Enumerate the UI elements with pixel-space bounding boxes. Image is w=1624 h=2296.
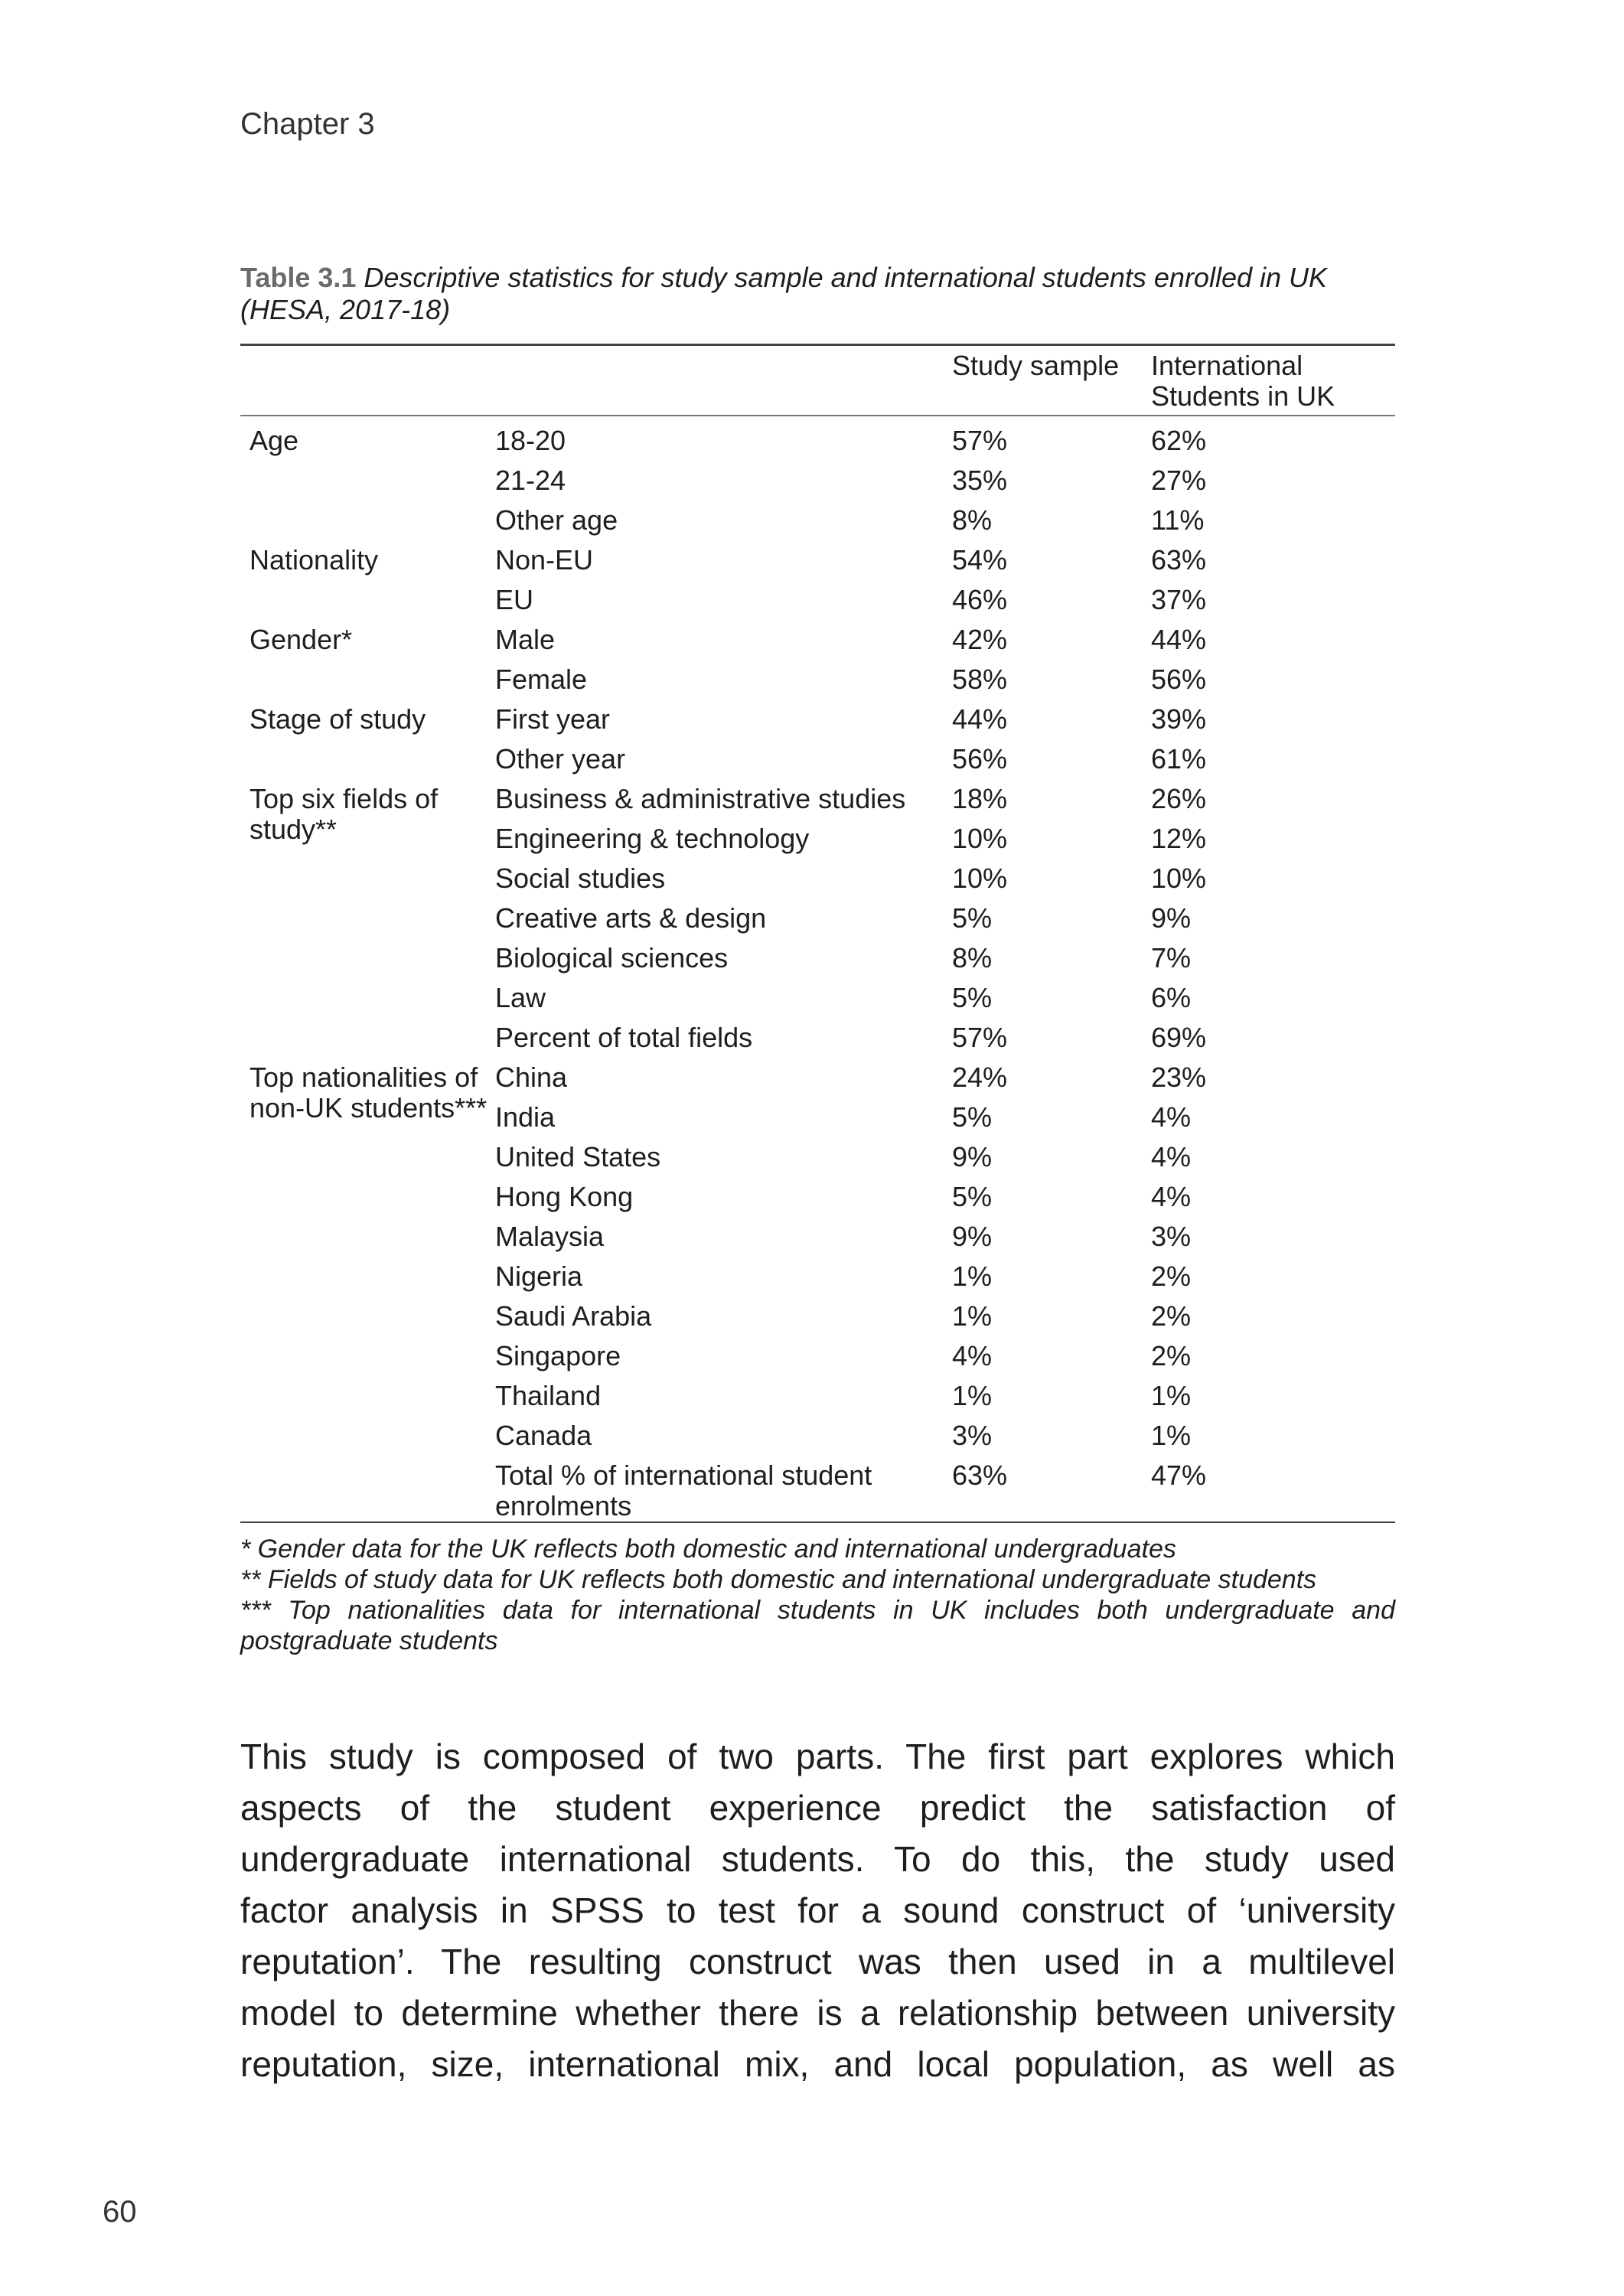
study-sample-value: 1%	[952, 1380, 993, 1411]
table-row	[240, 625, 1395, 664]
international-value: 2%	[1151, 1261, 1192, 1292]
study-sample-value: 1%	[952, 1261, 993, 1292]
row-group-label: Stage of study	[249, 703, 426, 735]
international-value: 4%	[1151, 1101, 1192, 1133]
study-sample-value: 8%	[952, 942, 993, 974]
row-category: Other year	[495, 743, 626, 775]
row-category: 18-20	[495, 425, 566, 456]
international-value: 69%	[1151, 1022, 1207, 1053]
column-header	[240, 345, 495, 416]
row-category: India	[495, 1101, 556, 1133]
column-header-international-students: International Students in UK	[1151, 350, 1335, 412]
international-value: 62%	[1151, 425, 1207, 456]
row-category: Female	[495, 664, 588, 695]
international-value: 47%	[1151, 1459, 1207, 1491]
footnote: *** Top nationalities data for international students in UK includes both undergraduate and	[240, 1596, 1395, 1625]
row-category: Canada	[495, 1420, 592, 1451]
row-category: United States	[495, 1141, 661, 1172]
study-sample-value: 18%	[952, 783, 1008, 814]
row-group-label: Top six fields of study**	[249, 783, 439, 845]
international-value: 2%	[1151, 1300, 1192, 1332]
row-category: 21-24	[495, 465, 566, 496]
row-category: First year	[495, 703, 611, 735]
table-header-row	[240, 345, 1395, 416]
paragraph-line: reputation, size, international mix, and local population, as well as	[240, 2044, 1395, 2084]
row-category: Saudi Arabia	[495, 1300, 652, 1332]
body-paragraph	[240, 1731, 1395, 2090]
study-sample-value: 5%	[952, 1181, 993, 1212]
row-category: Total % of international student enrolments	[495, 1459, 872, 1521]
row-group-label: Top nationalities of non-UK students***	[249, 1062, 488, 1124]
table-caption	[240, 262, 1395, 326]
row-category: Creative arts & design	[495, 902, 767, 934]
study-sample-value: 5%	[952, 1101, 993, 1133]
study-sample-value: 10%	[952, 863, 1008, 894]
study-sample-value: 8%	[952, 504, 993, 536]
descriptive-statistics-table	[240, 344, 1395, 1523]
international-value: 7%	[1151, 942, 1192, 974]
international-value: 1%	[1151, 1420, 1192, 1451]
paragraph-line: This study is composed of two parts. The first part explores which	[240, 1737, 1395, 1776]
footnote: * Gender data for the UK reflects both domestic and international undergraduates	[240, 1534, 1176, 1564]
table-body	[240, 416, 1395, 1522]
paragraph-line: factor analysis in SPSS to test for a sound construct of ‘university	[240, 1890, 1395, 1930]
running-header: Chapter 3	[240, 107, 375, 141]
study-sample-value: 5%	[952, 902, 993, 934]
row-category: Malaysia	[495, 1221, 605, 1252]
table-row	[240, 784, 1395, 823]
international-value: 11%	[1151, 504, 1205, 536]
study-sample-value: 58%	[952, 664, 1008, 695]
footnote: ** Fields of study data for UK reflects both domestic and international undergraduate students	[240, 1565, 1317, 1594]
international-value: 3%	[1151, 1221, 1192, 1252]
study-sample-value: 44%	[952, 703, 1008, 735]
row-group-label: Nationality	[249, 544, 379, 576]
table-row	[240, 545, 1395, 585]
study-sample-value: 10%	[952, 823, 1008, 854]
row-group-label: Gender*	[249, 624, 353, 655]
row-category: EU	[495, 584, 534, 615]
footnote: postgraduate students	[240, 1626, 498, 1655]
international-value: 39%	[1151, 703, 1207, 735]
international-value: 61%	[1151, 743, 1207, 775]
international-value: 56%	[1151, 664, 1207, 695]
study-sample-value: 46%	[952, 584, 1008, 615]
row-group-label: Age	[249, 425, 299, 456]
page-number: 60	[103, 2195, 137, 2229]
column-header	[495, 345, 952, 416]
row-category: Other age	[495, 504, 618, 536]
study-sample-value: 57%	[952, 1022, 1008, 1053]
study-sample-value: 24%	[952, 1062, 1008, 1093]
international-value: 37%	[1151, 584, 1207, 615]
international-value: 12%	[1151, 823, 1207, 854]
table-row	[240, 416, 1395, 465]
row-category: Singapore	[495, 1340, 621, 1371]
international-value: 9%	[1151, 902, 1192, 934]
table-row	[240, 1062, 1395, 1102]
study-sample-value: 9%	[952, 1221, 993, 1252]
international-value: 26%	[1151, 783, 1207, 814]
study-sample-value: 1%	[952, 1300, 993, 1332]
row-category: Social studies	[495, 863, 666, 894]
row-category: Business & administrative studies	[495, 783, 906, 814]
row-category: Non-EU	[495, 544, 594, 576]
table-footnotes	[240, 1534, 1395, 1656]
study-sample-value: 56%	[952, 743, 1008, 775]
study-sample-value: 63%	[952, 1459, 1008, 1491]
paragraph-line: undergraduate international students. To do this, the study used	[240, 1839, 1395, 1879]
row-category: Thailand	[495, 1380, 602, 1411]
study-sample-value: 54%	[952, 544, 1008, 576]
row-category: Law	[495, 982, 546, 1013]
international-value: 6%	[1151, 982, 1192, 1013]
table-title: Descriptive statistics for study sample and international students enrolled in UK (HESA, 2017-18)	[240, 262, 1328, 325]
study-sample-value: 35%	[952, 465, 1008, 496]
row-category: Percent of total fields	[495, 1022, 753, 1053]
row-category: Male	[495, 624, 556, 655]
international-value: 4%	[1151, 1141, 1192, 1172]
study-sample-value: 57%	[952, 425, 1008, 456]
row-category: Nigeria	[495, 1261, 583, 1292]
row-category: China	[495, 1062, 568, 1093]
international-value: 4%	[1151, 1181, 1192, 1212]
study-sample-value: 4%	[952, 1340, 993, 1371]
international-value: 23%	[1151, 1062, 1207, 1093]
study-sample-value: 3%	[952, 1420, 993, 1451]
international-value: 1%	[1151, 1380, 1192, 1411]
international-value: 63%	[1151, 544, 1207, 576]
international-value: 44%	[1151, 624, 1207, 655]
paragraph-line: model to determine whether there is a relationship between university	[240, 1993, 1395, 2033]
study-sample-value: 5%	[952, 982, 993, 1013]
row-category: Biological sciences	[495, 942, 729, 974]
table-label: Table 3.1	[240, 262, 357, 293]
row-category: Engineering & technology	[495, 823, 810, 854]
paragraph-line: aspects of the student experience predict the satisfaction of	[240, 1788, 1395, 1828]
international-value: 10%	[1151, 863, 1207, 894]
study-sample-value: 42%	[952, 624, 1008, 655]
international-value: 2%	[1151, 1340, 1192, 1371]
study-sample-value: 9%	[952, 1141, 993, 1172]
column-header-study-sample: Study sample	[952, 350, 1120, 381]
row-category: Hong Kong	[495, 1181, 634, 1212]
table-row	[240, 704, 1395, 744]
international-value: 27%	[1151, 465, 1207, 496]
paragraph-line: reputation’. The resulting construct was then used in a multilevel	[240, 1942, 1395, 1981]
